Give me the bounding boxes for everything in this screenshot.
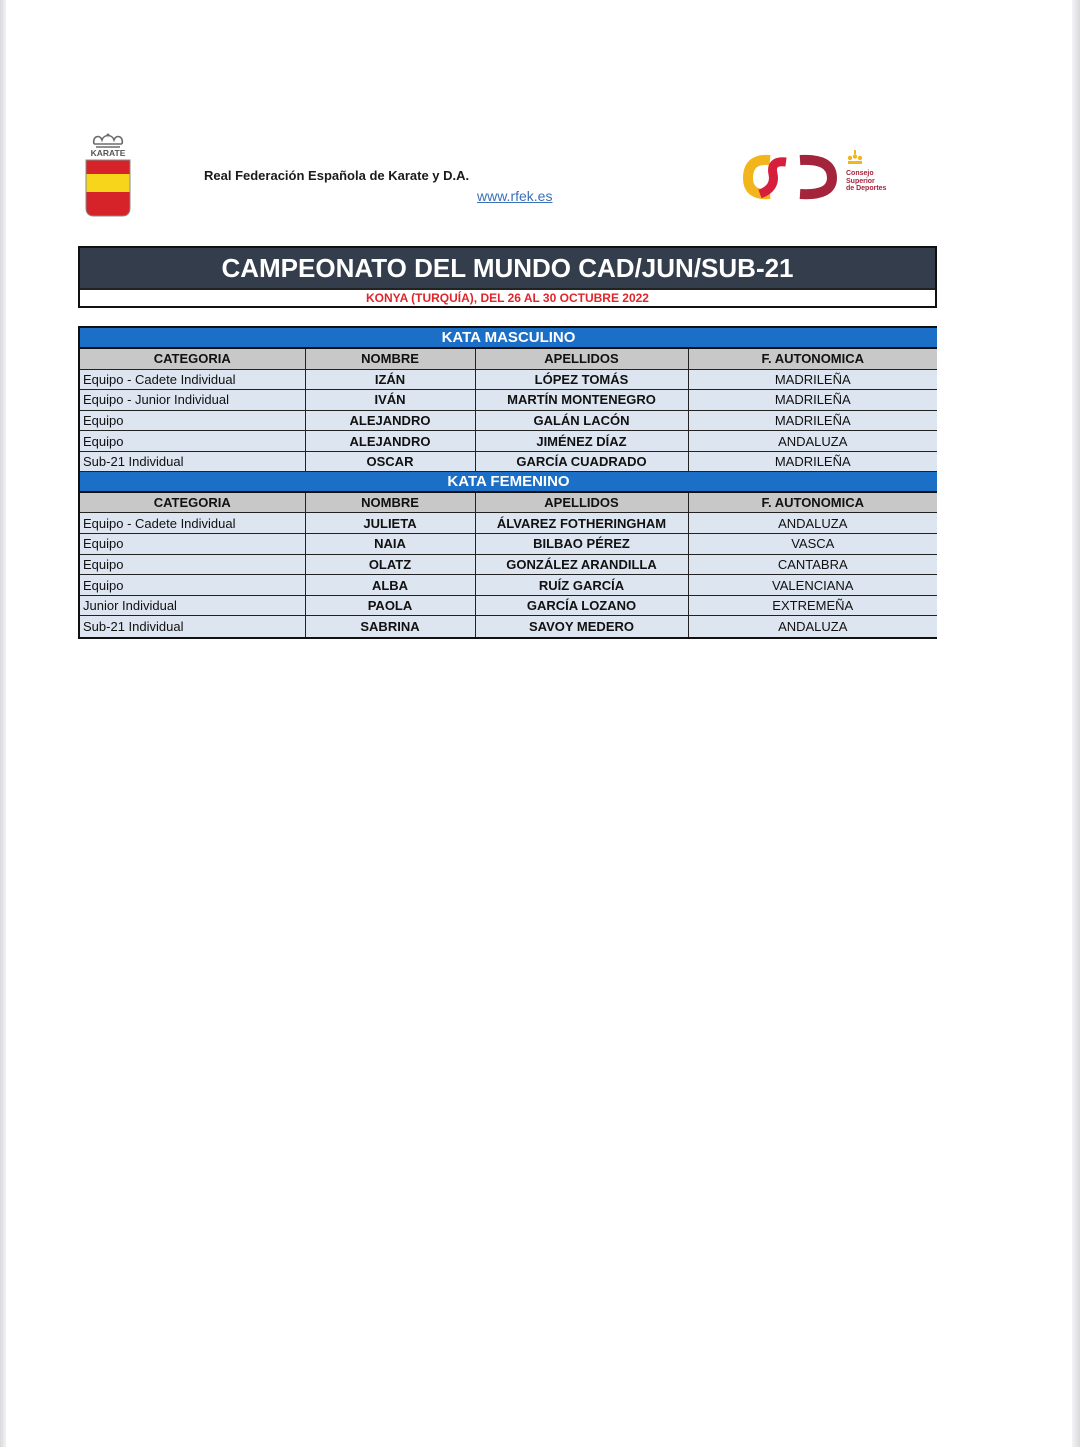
cell-categoria: Equipo <box>80 410 305 431</box>
cell-federacion: VALENCIANA <box>688 575 937 596</box>
table-row <box>80 575 937 596</box>
cell-federacion: ANDALUZA <box>688 431 937 452</box>
cell-nombre: SABRINA <box>305 616 475 637</box>
csd-line-2: Superior <box>846 177 875 185</box>
cell-apellidos: GARCÍA LOZANO <box>475 595 688 616</box>
cell-nombre: JULIETA <box>305 513 475 534</box>
cell-categoria: Equipo <box>80 554 305 575</box>
cell-apellidos: BILBAO PÉREZ <box>475 534 688 555</box>
column-header-apellidos: APELLIDOS <box>475 348 688 369</box>
table-row <box>80 369 937 390</box>
cell-categoria: Sub-21 Individual <box>80 616 305 637</box>
cell-apellidos: MARTÍN MONTENEGRO <box>475 390 688 411</box>
section-header-row <box>80 472 937 492</box>
csd-line-1: Consejo <box>846 170 874 177</box>
column-header-nombre: NOMBRE <box>305 492 475 513</box>
cell-categoria: Equipo <box>80 575 305 596</box>
cell-nombre: OLATZ <box>305 554 475 575</box>
cell-federacion: MADRILEÑA <box>688 410 937 431</box>
column-header-row <box>80 348 937 369</box>
federation-name: Real Federación Española de Karate y D.A. <box>204 168 470 183</box>
column-header-nombre: NOMBRE <box>305 348 475 369</box>
cell-federacion: MADRILEÑA <box>688 451 937 472</box>
table-row <box>80 595 937 616</box>
page-edge-right <box>1072 0 1080 1447</box>
table-row <box>80 431 937 452</box>
cell-apellidos: RUÍZ GARCÍA <box>475 575 688 596</box>
cell-categoria: Sub-21 Individual <box>80 451 305 472</box>
cell-nombre: NAIA <box>305 534 475 555</box>
table-row <box>80 616 937 637</box>
column-header-categoria: CATEGORIA <box>80 492 305 513</box>
table-row <box>80 451 937 472</box>
cell-apellidos: SAVOY MEDERO <box>475 616 688 637</box>
cell-nombre: OSCAR <box>305 451 475 472</box>
column-header-row <box>80 492 937 513</box>
cell-federacion: ANDALUZA <box>688 513 937 534</box>
section-title: KATA FEMENINO <box>80 472 937 492</box>
cell-nombre: ALEJANDRO <box>305 410 475 431</box>
table-row <box>80 513 937 534</box>
cell-nombre: ALEJANDRO <box>305 431 475 452</box>
cell-categoria: Junior Individual <box>80 595 305 616</box>
cell-federacion: ANDALUZA <box>688 616 937 637</box>
cell-categoria: Equipo - Cadete Individual <box>80 513 305 534</box>
section-title: KATA MASCULINO <box>80 328 937 348</box>
cell-categoria: Equipo - Junior Individual <box>80 390 305 411</box>
event-subtitle: KONYA (TURQUÍA), DEL 26 AL 30 OCTUBRE 2022 <box>80 288 935 306</box>
cell-apellidos: LÓPEZ TOMÁS <box>475 369 688 390</box>
table-row <box>80 554 937 575</box>
column-header-apellidos: APELLIDOS <box>475 492 688 513</box>
table-row <box>80 410 937 431</box>
cell-nombre: ALBA <box>305 575 475 596</box>
page-edge-left <box>0 0 6 1447</box>
cell-federacion: CANTABRA <box>688 554 937 575</box>
column-header-federacion: F. AUTONOMICA <box>688 348 937 369</box>
title-box <box>78 246 937 308</box>
cell-nombre: PAOLA <box>305 595 475 616</box>
cell-apellidos: GARCÍA CUADRADO <box>475 451 688 472</box>
table-row <box>80 390 937 411</box>
cell-federacion: VASCA <box>688 534 937 555</box>
cell-categoria: Equipo <box>80 431 305 452</box>
csd-text <box>846 170 886 193</box>
cell-categoria: Equipo - Cadete Individual <box>80 369 305 390</box>
cell-federacion: MADRILEÑA <box>688 369 937 390</box>
cell-apellidos: GALÁN LACÓN <box>475 410 688 431</box>
cell-federacion: MADRILEÑA <box>688 390 937 411</box>
column-header-federacion: F. AUTONOMICA <box>688 492 937 513</box>
results-table-body <box>80 328 937 637</box>
cell-nombre: IZÁN <box>305 369 475 390</box>
results-table <box>78 326 937 639</box>
cell-nombre: IVÁN <box>305 390 475 411</box>
csd-line-3: de Deportes <box>846 185 887 192</box>
page-title: CAMPEONATO DEL MUNDO CAD/JUN/SUB-21 <box>80 248 935 288</box>
section-header-row <box>80 328 937 348</box>
svg-text:KARATE: KARATE <box>90 148 126 158</box>
table-row <box>80 534 937 555</box>
cell-apellidos: JIMÉNEZ DÍAZ <box>475 431 688 452</box>
cell-categoria: Equipo <box>80 534 305 555</box>
cell-federacion: EXTREMEÑA <box>688 595 937 616</box>
rfek-shield-logo-icon <box>82 132 134 218</box>
website-link[interactable]: www.rfek.es <box>477 188 553 204</box>
column-header-categoria: CATEGORIA <box>80 348 305 369</box>
cell-apellidos: ÁLVAREZ FOTHERINGHAM <box>475 513 688 534</box>
cell-apellidos: GONZÁLEZ ARANDILLA <box>475 554 688 575</box>
